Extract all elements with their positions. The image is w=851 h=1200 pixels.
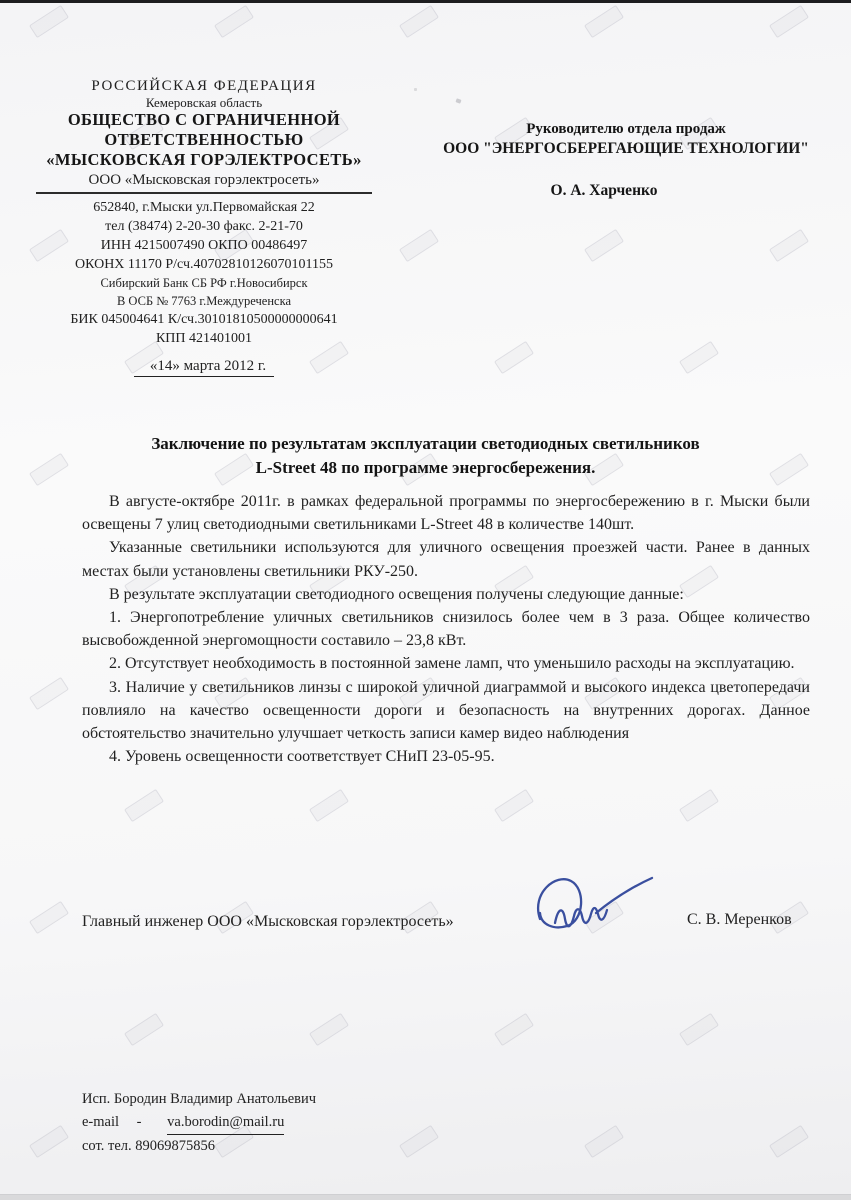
body-paragraph: Указанные светильники используются для уличного освещения проезжей части. Ранее в данных местах были установлены светильники РКУ-250. <box>82 539 810 580</box>
watermark-artifact <box>29 1125 69 1158</box>
sender-inn-line: ИНН 4215007490 ОКПО 00486497 <box>100 238 308 253</box>
sender-org-short-name: ООО «Мысковская горэлектросеть» <box>88 172 320 188</box>
sender-bank-line: Сибирский Банк СБ РФ г.Новосибирск <box>100 276 308 290</box>
watermark-artifact <box>769 229 809 262</box>
body-paragraph: 4. Уровень освещенности соответствует СНиП 23-05-95. <box>109 748 495 766</box>
executor-block <box>82 1088 316 1158</box>
watermark-artifact <box>124 1013 164 1046</box>
watermark-artifact <box>494 1013 534 1046</box>
sender-okonh-line: ОКОНХ 11170 Р/сч.40702810126070101155 <box>74 257 334 272</box>
scan-edge-top <box>0 0 851 3</box>
signer-name: С. В. Меренков <box>687 911 792 928</box>
watermark-artifact <box>584 1125 624 1158</box>
watermark-artifact <box>679 789 719 822</box>
executor-name: Исп. Бородин Владимир Анатольевич <box>82 1091 317 1107</box>
watermark-artifact <box>399 1125 439 1158</box>
watermark-artifact <box>679 341 719 374</box>
watermark-artifact <box>124 789 164 822</box>
document-title-line2: L-Street 48 по программе энергосбережения. <box>255 458 596 477</box>
watermark-artifact <box>494 789 534 822</box>
watermark-artifact <box>399 229 439 262</box>
body-paragraph: В результате эксплуатации светодиодного освещения получены следующие данные: <box>109 585 684 603</box>
scan-speck <box>414 88 417 91</box>
sender-region: Кемеровская область <box>145 95 263 110</box>
sender-kpp-line: КПП 421401001 <box>155 331 253 346</box>
watermark-artifact <box>769 1125 809 1158</box>
scan-edge-bottom <box>0 1194 851 1200</box>
watermark-artifact <box>29 5 69 38</box>
recipient-person: О. А. Харченко <box>550 182 658 199</box>
watermark-artifact <box>29 901 69 934</box>
document-body <box>82 490 810 768</box>
sender-address-line: 652840, г.Мыски ул.Первомайская 22 <box>93 200 315 215</box>
document-date: «14» марта 2012 г. <box>134 358 274 377</box>
executor-email-row <box>82 1111 316 1136</box>
email-link: va.borodin@mail.ru <box>167 1111 284 1136</box>
recipient-company: ООО "ЭНЕРГОСБЕРЕГАЮЩИЕ ТЕХНОЛОГИИ" <box>443 140 809 157</box>
watermark-artifact <box>494 341 534 374</box>
watermark-artifact <box>769 5 809 38</box>
email-dash: - <box>136 1113 142 1130</box>
sender-bik-line: БИК 045004641 К/сч.30101810500000000641 <box>70 312 338 327</box>
body-paragraph: 1. Энергопотребление уличных светильников снизилось более чем в 3 раза. Общее количество высвобожденной энергомощности составило – 23,8 кВт. <box>82 609 810 650</box>
email-label: e-mail <box>82 1113 120 1130</box>
date-row <box>36 357 372 377</box>
body-paragraph: 2. Отсутствует необходимость в постоянной замене ламп, что уменьшило расходы на эксплуатацию. <box>109 655 795 673</box>
executor-phone: сот. тел. 89069875856 <box>82 1138 215 1154</box>
body-paragraph: В августе-октябре 2011г. в рамках федеральной программы по энергосбережению в г. Мыски были освещены 7 улиц светодиодными светильниками L-Street 48 в количестве 140шт. <box>82 493 810 534</box>
signer-role: Главный инженер ООО «Мысковская горэлектросеть» <box>82 913 454 930</box>
watermark-artifact <box>309 789 349 822</box>
watermark-artifact <box>584 5 624 38</box>
sender-org-name-line3: «МЫСКОВСКАЯ ГОРЭЛЕКТРОСЕТЬ» <box>46 150 362 169</box>
sender-osb-line: В ОСБ № 7763 г.Междуреченска <box>116 294 292 308</box>
watermark-artifact <box>309 1013 349 1046</box>
watermark-artifact <box>679 1013 719 1046</box>
watermark-artifact <box>584 229 624 262</box>
signature-icon <box>528 863 660 946</box>
body-paragraph: 3. Наличие у светильников линзы с широкой уличной диаграммой и высокого индекса цветопередачи повлияло на качество освещенности дороги и безопасность на внутренних дорогах. Данное обстоятельство значительно улучшает четкость записи камер видео наблюдения <box>82 678 810 743</box>
header-divider <box>36 192 372 194</box>
sender-block <box>36 78 372 377</box>
document-title <box>0 432 851 480</box>
watermark-artifact <box>214 5 254 38</box>
sender-org-name-line2: ОТВЕТСТВЕННОСТЬЮ <box>104 130 304 149</box>
watermark-artifact <box>29 677 69 710</box>
recipient-block <box>428 120 824 200</box>
document-title-line1: Заключение по результатам эксплуатации светодиодных светильников <box>151 434 700 453</box>
sender-org-name-line1: ОБЩЕСТВО С ОГРАНИЧЕННОЙ <box>67 110 341 129</box>
scan-speck <box>455 98 461 103</box>
watermark-artifact <box>399 5 439 38</box>
sender-country: РОССИЙСКАЯ ФЕДЕРАЦИЯ <box>91 78 317 94</box>
sender-phone-line: тел (38474) 2-20-30 факс. 2-21-70 <box>105 219 303 234</box>
recipient-position: Руководителю отдела продаж <box>526 121 726 137</box>
